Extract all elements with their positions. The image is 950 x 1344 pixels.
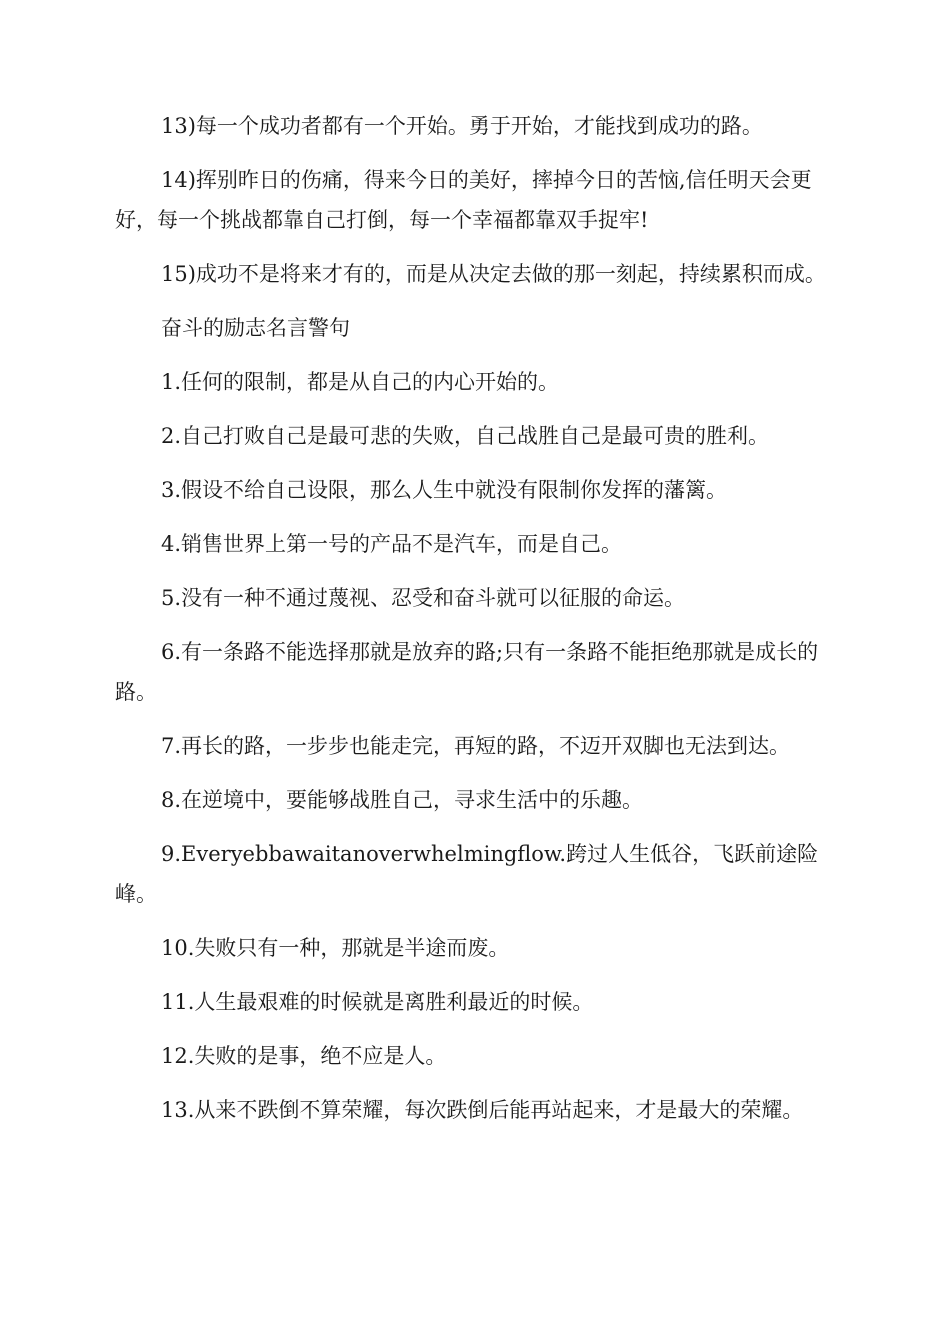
- quote-paragraph: 8.在逆境中，要能够战胜自己，寻求生活中的乐趣。: [161, 788, 644, 812]
- quote-paragraph: 11.人生最艰难的时候就是离胜利最近的时候。: [161, 990, 594, 1014]
- quote-paragraph: 5.没有一种不通过蔑视、忍受和奋斗就可以征服的命运。: [161, 586, 686, 610]
- quote-paragraph: 2.自己打败自己是最可悲的失败，自己战胜自己是最可贵的胜利。: [161, 424, 770, 448]
- quote-paragraph: 3.假设不给自己设限，那么人生中就没有限制你发挥的藩篱。: [161, 478, 728, 502]
- section-heading: 奋斗的励志名言警句: [161, 316, 350, 340]
- quote-paragraph: 4.销售世界上第一号的产品不是汽车，而是自己。: [161, 532, 623, 556]
- quote-paragraph: 10.失败只有一种，那就是半途而废。: [161, 936, 510, 960]
- quote-paragraph: 12.失败的是事，绝不应是人。: [161, 1044, 447, 1068]
- quote-paragraph: 13)每一个成功者都有一个开始。勇于开始，才能找到成功的路。: [161, 114, 763, 138]
- quote-paragraph: 14)挥别昨日的伤痛，得来今日的美好，摔掉今日的苦恼,信任明天会更好，每一个挑战都靠自己打倒，每一个幸福都靠双手捉牢!: [115, 168, 812, 232]
- quote-paragraph: 1.任何的限制，都是从自己的内心开始的。: [161, 370, 560, 394]
- quote-paragraph: 9.Everyebbawaitanoverwhelmingflow.跨过人生低谷，飞跃前途险峰。: [115, 842, 819, 906]
- quote-paragraph: 7.再长的路，一步步也能走完，再短的路，不迈开双脚也无法到达。: [161, 734, 791, 758]
- quote-paragraph: 13.从来不跌倒不算荣耀，每次跌倒后能再站起来，才是最大的荣耀。: [161, 1098, 804, 1122]
- quote-paragraph: 15)成功不是将来才有的，而是从决定去做的那一刻起，持续累积而成。: [161, 262, 826, 286]
- document-body: [115, 106, 835, 1144]
- quote-paragraph: 6.有一条路不能选择那就是放弃的路;只有一条路不能拒绝那就是成长的路。: [115, 640, 819, 704]
